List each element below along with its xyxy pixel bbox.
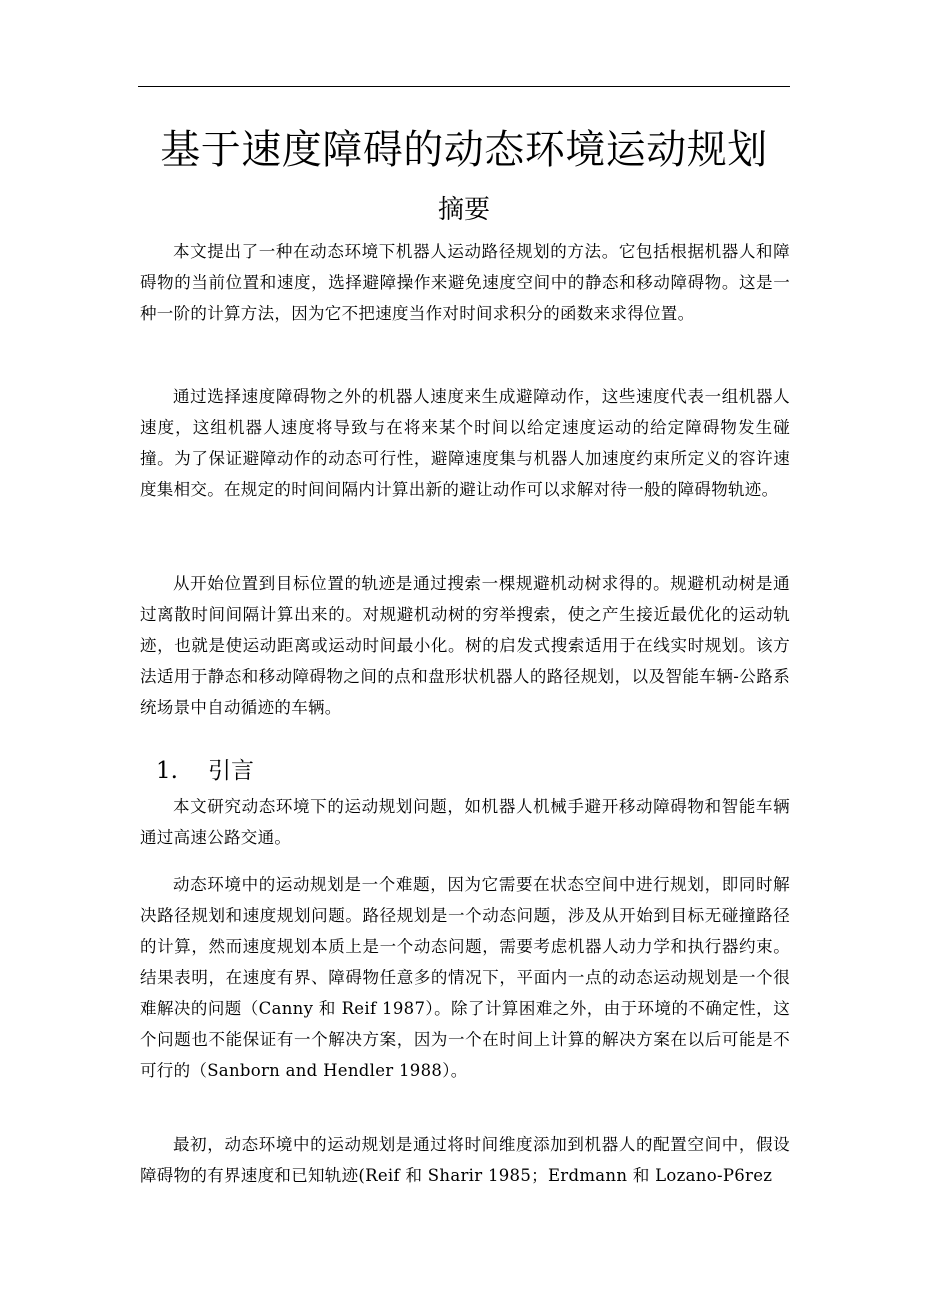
intro-paragraph-3: 最初，动态环境中的运动规划是通过将时间维度添加到机器人的配置空间中，假设障碍物的有界速度和已知轨迹(Reif 和 Sharir 1985；Erdmann 和 Lozano-P6rez [140,1135,790,1185]
section-heading [156,754,254,788]
section-title: 引言 [208,758,254,784]
abstract-paragraph-1: 本文提出了一种在动态环境下机器人运动路径规划的方法。它包括根据机器人和障碍物的当前位置和速度，选择避障操作来避免速度空间中的静态和移动障碍物。这是一种一阶的计算方法，因为它不把速度当作对时间求积分的函数来求得位置。 [140,242,790,323]
abstract-paragraph-2: 通过选择速度障碍物之外的机器人速度来生成避障动作，这些速度代表一组机器人速度，这组机器人速度将导致与在将来某个时间以给定速度运动的给定障碍物发生碰撞。为了保证避障动作的动态可行性，避障速度集与机器人加速度约束所定义的容许速度集相交。在规定的时间间隔内计算出新的避让动作可以求解对待一般的障碍物轨迹。 [140,387,790,499]
document-title: 基于速度障碍的动态环境运动规划 [160,127,768,173]
abstract-heading: 摘要 [437,195,490,225]
intro-paragraph-1: 本文研究动态环境下的运动规划问题，如机器人机械手避开移动障碍物和智能车辆通过高速公路交通。 [140,797,790,847]
header-rule [138,86,790,87]
section-number: 1. [156,758,178,784]
abstract-paragraph-3: 从开始位置到目标位置的轨迹是通过搜索一棵规避机动树求得的。规避机动树是通过离散时间间隔计算出来的。对规避机动树的穷举搜索，使之产生接近最优化的运动轨迹，也就是使运动距离或运动时间最小化。树的启发式搜索适用于在线实时规划。该方法适用于静态和移动障碍物之间的点和盘形状机器人的路径规划，以及智能车辆-公路系统场景中自动循迹的车辆。 [140,574,790,717]
intro-paragraph-2: 动态环境中的运动规划是一个难题，因为它需要在状态空间中进行规划，即同时解决路径规划和速度规划问题。路径规划是一个动态问题，涉及从开始到目标无碰撞路径的计算，然而速度规划本质上是一个动态问题，需要考虑机器人动力学和执行器约束。结果表明，在速度有界、障碍物任意多的情况下，平面内一点的动态运动规划是一个很难解决的问题（Canny 和 Reif 1987）。除了计算困难之外，由于环境的不确定性，这个问题也不能保证有一个解决方案，因为一个在时间上计算的解决方案在以后可能是不可行的（Sanborn and Hendler 1988）。 [140,875,790,1080]
